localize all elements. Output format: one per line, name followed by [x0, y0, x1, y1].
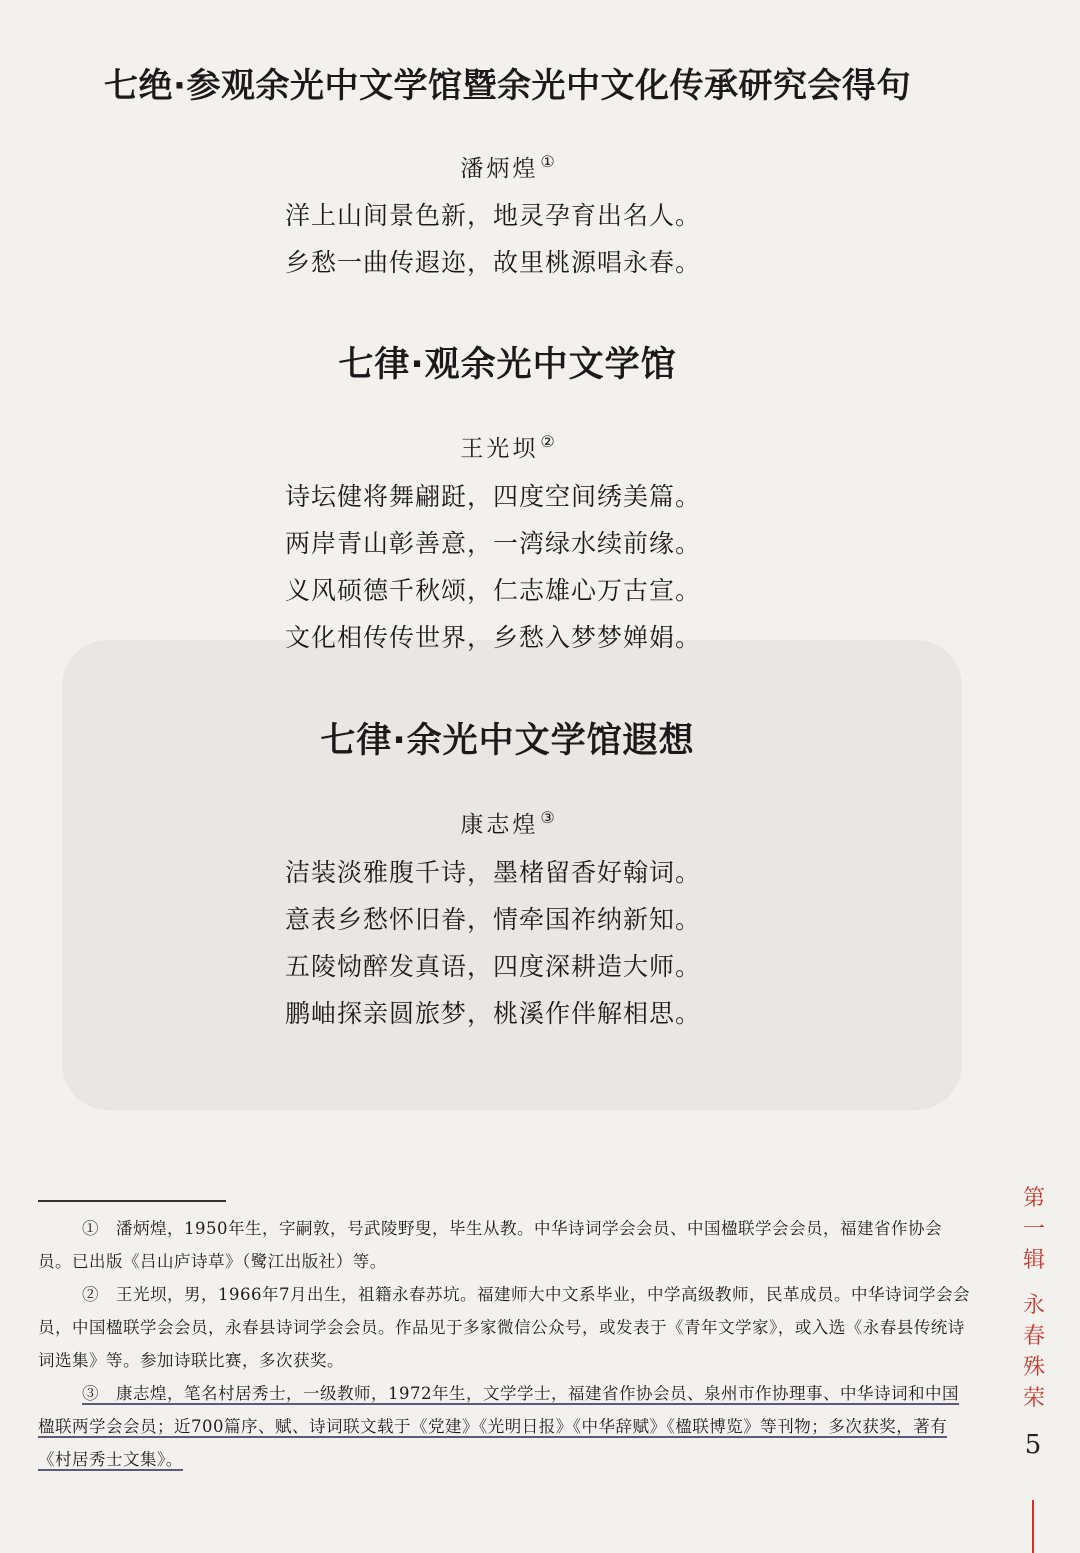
poem-line: 诗坛健将舞翩跹，四度空间绣美篇。 — [285, 482, 702, 511]
footnote: ② 王光坝，男，1966年7月出生，祖籍永春苏坑。福建师大中文系毕业，中学高级教师，民革成员。中华诗词学会会员，中国楹联学会会员，永春县诗词学会会员。作品见于多家微信公众号，或发表于《青年文学家》，或入选《永春县传统诗词选集》等。参加诗联比赛，多次获奖。 — [38, 1285, 970, 1370]
poem-line: 义风硕德千秋颂，仁志雄心万古宣。 — [285, 576, 702, 605]
poem-author: 潘炳煌 ① — [460, 152, 555, 182]
poem-line: 文化相传传世界，乡愁入梦梦婵娟。 — [285, 623, 702, 652]
page-number: 5 — [1024, 1430, 1042, 1460]
poem-line: 洁装淡雅腹千诗，墨楮留香好翰词。 — [285, 858, 702, 887]
poem-line: 五陵恸醉发真语，四度深耕造大师。 — [285, 952, 702, 981]
footnote-marker: ③ — [540, 808, 555, 828]
footnote-marker: ① — [540, 152, 555, 172]
poem-title: 七律·观余光中文学馆 — [338, 345, 677, 385]
footnote-rule — [38, 1200, 226, 1202]
poem-title: 七律·余光中文学馆遐想 — [320, 721, 695, 761]
poem-body — [285, 473, 701, 661]
footnotes — [38, 1212, 973, 1476]
poem-author: 王光坝 ② — [460, 432, 555, 462]
poem-title: 七绝·参观余光中文学馆暨余光中文化传承研究会得句 — [104, 66, 911, 106]
poem-line: 意表乡愁怀旧眷，情牵国祚纳新知。 — [285, 905, 702, 934]
poem-body — [285, 192, 701, 286]
section-sidebar — [1017, 1183, 1051, 1414]
sidebar-gap — [1017, 1276, 1051, 1290]
poem-body — [285, 849, 701, 1037]
poem-line: 两岸青山彰善意，一湾绿水续前缘。 — [285, 529, 702, 558]
margin-line — [1032, 1500, 1034, 1553]
poem-line: 洋上山间景色新，地灵孕育出名人。 — [285, 201, 702, 230]
poem-line: 鹏岫探亲圆旅梦，桃溪作伴解相思。 — [285, 999, 702, 1028]
footnote-marker: ② — [540, 432, 555, 452]
poem-line: 乡愁一曲传遐迩，故里桃源唱永春。 — [285, 248, 702, 277]
footnote: ① 潘炳煌，1950年生，字嗣敦，号武陵野叟，毕生从教。中华诗词学会会员、中国楹联学会会员，福建省作协会员。已出版《吕山庐诗草》（鹭江出版社）等。 — [38, 1219, 942, 1271]
underlined-footnote-text: ③ 康志煌，笔名村居秀士，一级教师，1972年生，文学学士，福建省作协会员、泉州市作协理事、中华诗词和中国楹联两学会会员；近700篇序、赋、诗词联文载于《党建》《光明日报》《中华辞赋》《楹联博览》等刊物；多次获奖，著有《村居秀士文集》。 — [38, 1384, 959, 1469]
poem-author: 康志煌 ③ — [460, 808, 555, 838]
footnote — [38, 1377, 973, 1476]
sidebar-section: 永 春 殊 荣 — [1022, 1293, 1045, 1411]
sidebar-part: 第 一 辑 — [1022, 1186, 1045, 1273]
